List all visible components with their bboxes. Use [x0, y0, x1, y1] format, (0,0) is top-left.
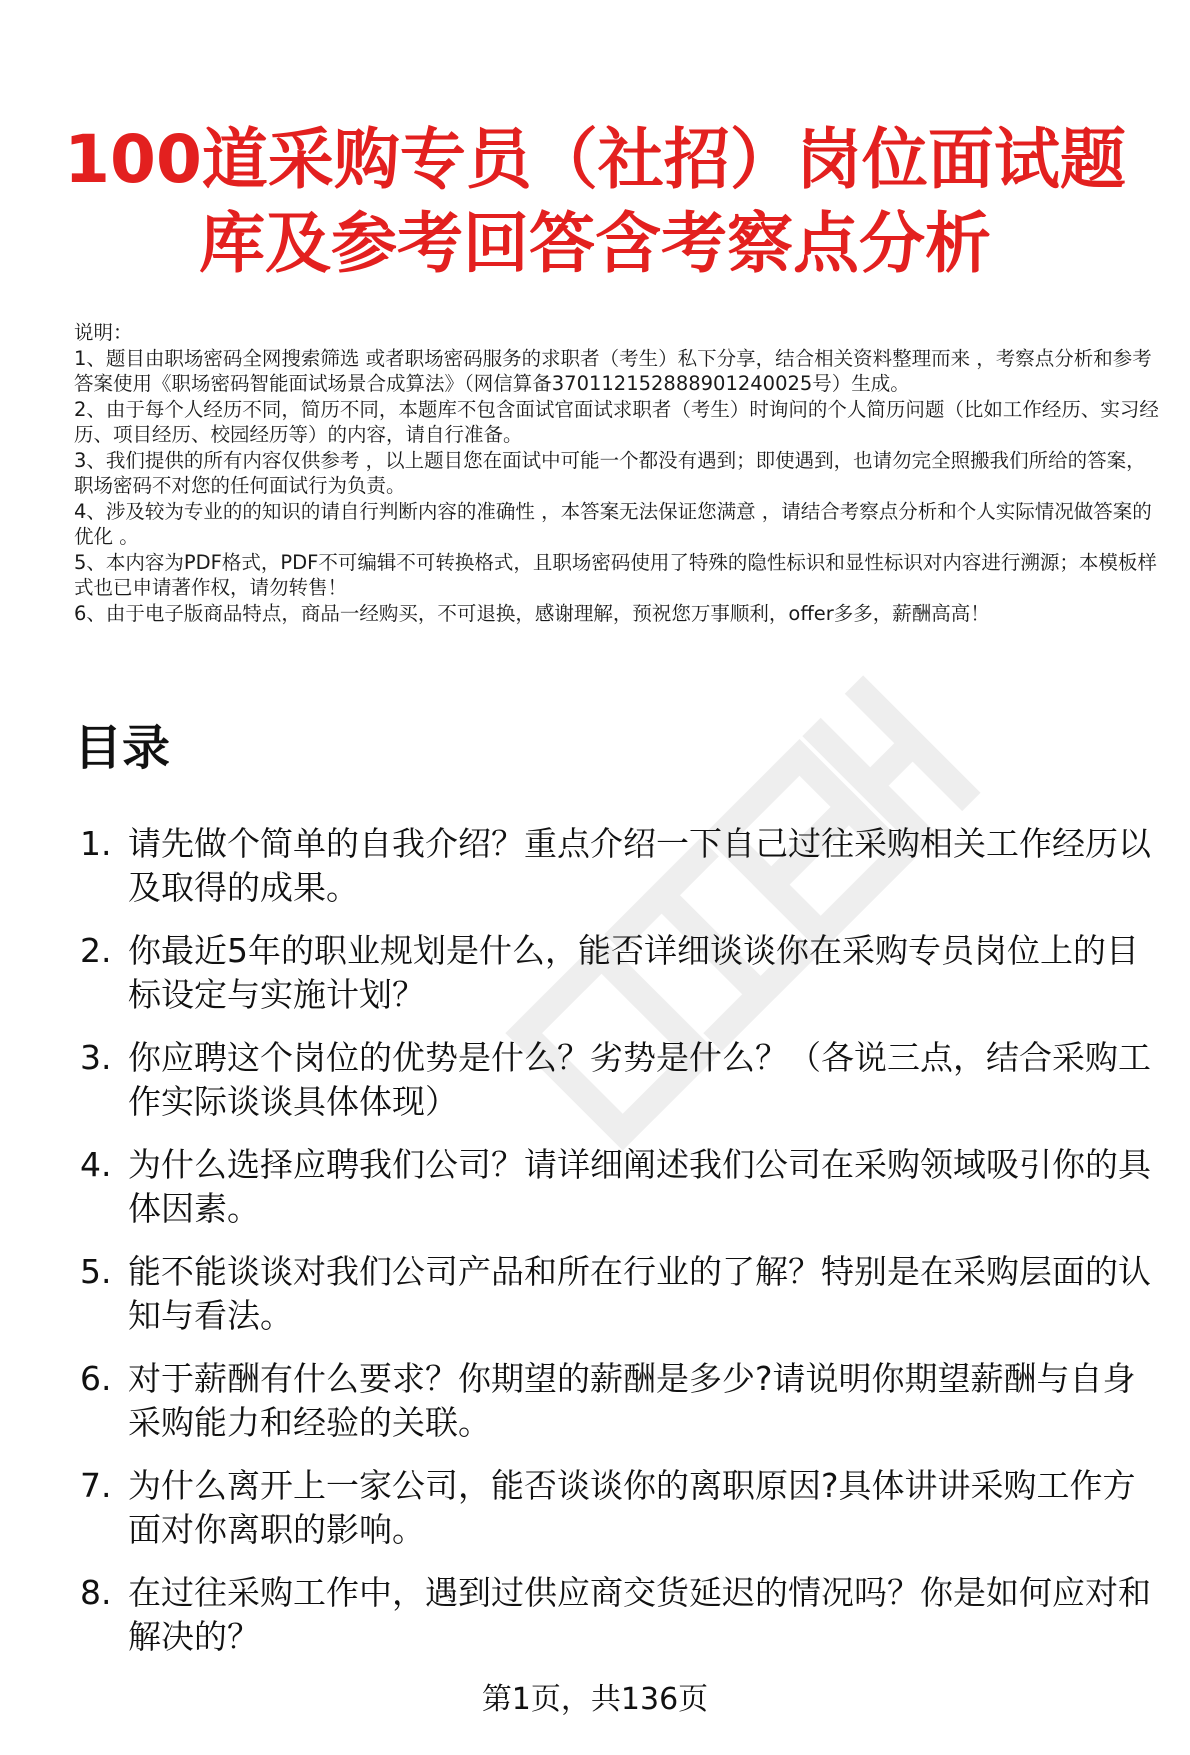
title-line-2: 库及参考回答含考察点分析: [199, 205, 991, 282]
toc-item-text: 对于薪酬有什么要求？你期望的薪酬是多少?请说明你期望薪酬与自身采购能力和经验的关联。: [128, 1359, 1136, 1442]
toc-item-number: 2.: [80, 931, 112, 970]
instructions-section: [74, 320, 1164, 626]
toc-heading: 目录: [74, 720, 171, 776]
toc-item[interactable]: [74, 1571, 1164, 1659]
page-number-footer: 第1页，共136页: [481, 1682, 709, 1717]
toc-item-number: 6.: [80, 1359, 112, 1398]
instruction-item-3: 3、我们提供的所有内容仅供参考 ，以上题目您在面试中可能一个都没有遇到；即使遇到，也请勿完全照搬我们所给的答案，职场密码不对您的任何面试行为负责。: [74, 448, 1146, 497]
toc-item-number: 3.: [80, 1038, 112, 1077]
toc-item-number: 7.: [80, 1466, 112, 1505]
toc-item[interactable]: [74, 1036, 1164, 1124]
instruction-item-1: 1、题目由职场密码全网搜索筛选 或者职场密码服务的求职者（考生）私下分享，结合相关资料整理而来 ，考察点分析和参考答案使用《职场密码智能面试场景合成算法》（网信算备370112152888901240025号）生成。: [74, 346, 1152, 395]
toc-item[interactable]: [74, 1250, 1164, 1338]
toc-item-number: 4.: [80, 1145, 112, 1184]
toc-item-text: 你应聘这个岗位的优势是什么？劣势是什么？（各说三点，结合采购工作实际谈谈具体体现）: [128, 1038, 1151, 1121]
toc-item[interactable]: [74, 929, 1164, 1017]
toc-item-text: 能不能谈谈对我们公司产品和所在行业的了解？特别是在采购层面的认知与看法。: [128, 1252, 1151, 1335]
toc-item-number: 1.: [80, 824, 112, 863]
toc-item[interactable]: [74, 1357, 1164, 1445]
toc-item-text: 在过往采购工作中，遇到过供应商交货延迟的情况吗？你是如何应对和解决的？: [128, 1573, 1151, 1656]
instructions-heading: 说明：: [74, 321, 133, 344]
title-line-1: 100道采购专员（社招）岗位面试题: [64, 121, 1126, 198]
toc-item[interactable]: [74, 822, 1164, 910]
toc-item-text: 你最近5年的职业规划是什么，能否详细谈谈你在采购专员岗位上的目标设定与实施计划？: [128, 931, 1139, 1014]
instruction-item-4: 4、涉及较为专业的的知识的请自行判断内容的准确性 ，本答案无法保证您满意 ，请结合考察点分析和个人实际情况做答案的优化 。: [74, 499, 1152, 548]
instruction-item-2: 2、由于每个人经历不同，简历不同，本题库不包含面试官面试求职者（考生）时询问的个人简历问题（比如工作经历、实习经历、项目经历、校园经历等）的内容，请自行准备。: [74, 397, 1159, 446]
toc-list: [74, 822, 1164, 1678]
toc-item[interactable]: [74, 1143, 1164, 1231]
toc-item-text: 为什么选择应聘我们公司？请详细阐述我们公司在采购领域吸引你的具体因素。: [128, 1145, 1151, 1228]
document-title: [60, 118, 1130, 286]
toc-item-text: 请先做个简单的自我介绍？重点介绍一下自己过往采购相关工作经历以及取得的成果。: [128, 824, 1151, 907]
instruction-item-6: 6、由于电子版商品特点，商品一经购买，不可退换，感谢理解，预祝您万事顺利，offer多多，薪酬高高！: [74, 601, 990, 625]
toc-item-number: 5.: [80, 1252, 112, 1291]
toc-item-number: 8.: [80, 1573, 112, 1612]
instruction-item-5: 5、本内容为PDF格式，PDF不可编辑不可转换格式，且职场密码使用了特殊的隐性标识和显性标识对内容进行溯源；本模板样式也已申请著作权，请勿转售！: [74, 550, 1157, 599]
toc-item-text: 为什么离开上一家公司，能否谈谈你的离职原因?具体讲讲采购工作方面对你离职的影响。: [128, 1466, 1136, 1549]
toc-item[interactable]: [74, 1464, 1164, 1552]
